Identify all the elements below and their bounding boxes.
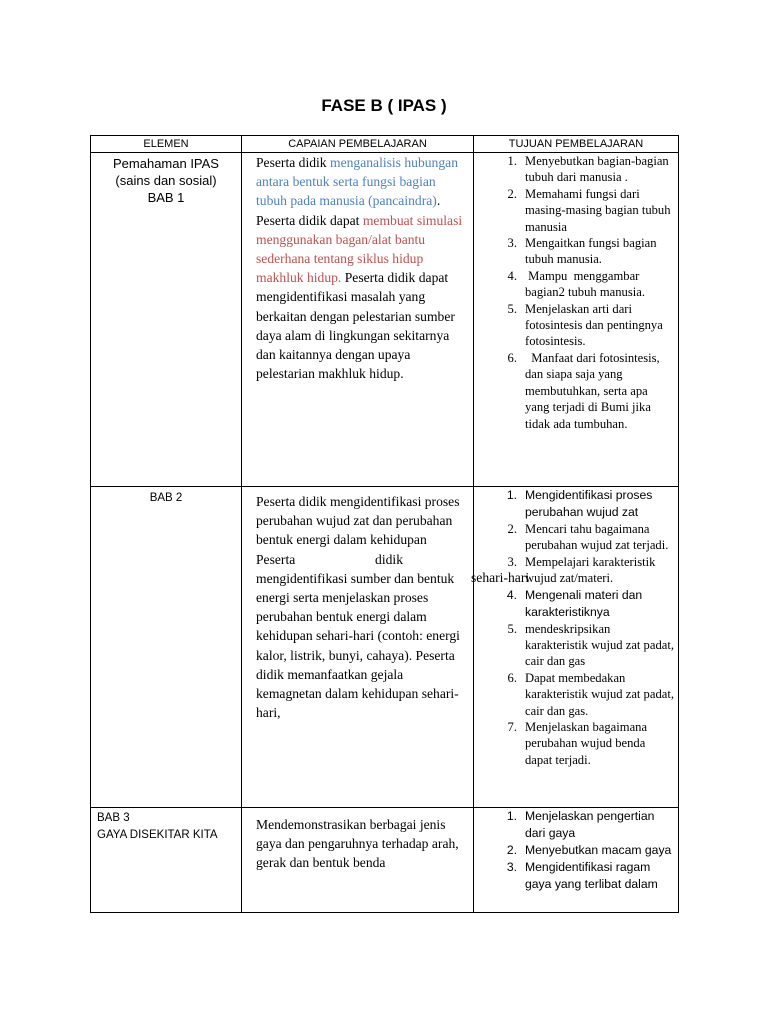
list-item [474, 808, 674, 842]
list-item [474, 521, 674, 554]
header-capaian: CAPAIAN PEMBELAJARAN [242, 136, 474, 153]
list-number: 1. [506, 488, 517, 502]
list-number: 2. [506, 843, 517, 857]
table-row [91, 153, 679, 487]
capaian-word: didik [375, 551, 403, 567]
list-item [474, 301, 674, 350]
capaian-span: Peserta didik dapat mengidentifikasi masalah yang berkaitan dengan pelestarian sumber daya alam di lingkungan sekitarnya dan kaitannya dengan upaya pelestarian makhluk hidup. [256, 270, 455, 382]
capaian-highlight-blue: menganalisis hubungan antara bentuk serta fungsi bagian tubuh pada manusia (pancaindra) [256, 155, 458, 209]
tujuan-list [474, 487, 678, 768]
list-text: Mengidentifikasi proses perubahan wujud zat [525, 488, 653, 519]
capaian-cell [242, 153, 474, 487]
list-number: 5. [507, 301, 517, 316]
list-item [474, 587, 674, 621]
list-text: Menjelaskan bagaimana perubahan wujud benda dapat terjadi. [525, 720, 648, 767]
list-number: 1. [507, 154, 517, 168]
tujuan-cell [474, 808, 679, 913]
list-item [474, 268, 674, 301]
list-item [474, 186, 674, 235]
header-tujuan: TUJUAN PEMBELAJARAN [474, 136, 679, 153]
learning-table [90, 135, 679, 913]
capaian-word: Peserta [256, 551, 296, 567]
list-item [474, 859, 674, 893]
elemen-line: GAYA DISEKITAR KITA [97, 829, 218, 841]
list-item [474, 670, 674, 719]
capaian-text: Mendemonstrasikan berbagai jenis gaya dan pengaruhnya terhadap arah, gerak dan bentuk benda [256, 817, 459, 871]
capaian-paragraph: mengidentifikasi sumber dan bentuk energi serta menjelaskan proses perubahan bentuk energi dalam kehidupan sehari-hari (contoh: energi kalor, listrik, bunyi, cahaya). Peserta didik memanfaatkan gejala kemagnetan dalam kehidupan sehari-hari, [256, 570, 460, 721]
tujuan-list [474, 153, 678, 432]
tujuan-cell [474, 487, 679, 808]
list-text: Menyebutkan bagian-bagian tubuh dari manusia . [525, 154, 669, 185]
list-number: 1. [506, 809, 517, 823]
page-title: FASE B ( IPAS ) [321, 96, 447, 115]
list-number: 4. [507, 268, 517, 283]
list-text: Mampu menggambar bagian2 tubuh manusia. [525, 268, 645, 300]
table-header-row [91, 136, 679, 153]
capaian-cell [242, 487, 474, 808]
elemen-line: BAB 1 [147, 190, 185, 205]
tujuan-list [474, 808, 678, 893]
header-elemen: ELEMEN [91, 136, 242, 153]
list-number: 2. [507, 186, 517, 201]
elemen-line: BAB 3 [97, 812, 130, 824]
capaian-paragraph: Peserta didik mengidentifikasi proses perubahan wujud zat dan perubahan bentuk energi dalam kehidupan [256, 494, 460, 548]
list-text: Mengaitkan fungsi bagian tubuh manusia. [525, 236, 657, 267]
list-text: Menyebutkan macam gaya [525, 843, 672, 857]
list-text: Mengenali materi dan karakteristiknya [525, 587, 643, 619]
list-item [474, 487, 674, 521]
list-number: 4. [506, 587, 517, 602]
list-number: 2. [507, 522, 517, 536]
list-number: 6. [507, 350, 517, 365]
list-number: 5. [507, 621, 517, 636]
list-text: Menjelaskan arti dari fotosintesis dan pentingnya fotosintesis. [525, 301, 663, 349]
list-number: 3. [506, 860, 517, 874]
table-row [91, 487, 679, 808]
list-number: 3. [507, 554, 517, 569]
elemen-line: (sains dan sosial) [115, 173, 217, 188]
overlapping-stray-text: sehari-hari [471, 570, 530, 585]
elemen-line: Pemahaman IPAS [113, 156, 219, 171]
list-text: Menjelaskan pengertian dari gaya [525, 809, 655, 840]
elemen-cell [91, 487, 242, 808]
capaian-cell [242, 808, 474, 913]
list-text: Mengidentifikasi ragam gaya yang terlibat dalam [525, 860, 658, 891]
capaian-span: . Peserta didik dapat [256, 193, 441, 228]
list-text: Mencari tahu bagaimana perubahan wujud zat terjadi. [525, 522, 669, 553]
list-item [474, 350, 674, 432]
capaian-justified-line [256, 550, 467, 569]
list-text: Memahami fungsi dari masing-masing bagian tubuh manusia [525, 186, 671, 234]
capaian-highlight-red: membuat simulasi menggunakan bagan/alat bantu sederhana tentang siklus hidup makhluk hidup. [256, 212, 463, 286]
list-text: Dapat membedakan karakteristik wujud zat padat, cair dan gas. [525, 670, 674, 718]
elemen-cell [91, 808, 242, 913]
list-item [474, 153, 674, 186]
capaian-text [242, 153, 473, 383]
elemen-cell [91, 153, 242, 487]
list-item [474, 719, 674, 768]
table-row [91, 808, 679, 913]
list-item [474, 842, 674, 859]
list-text: Manfaat dari fotosintesis, dan siapa saja yang membutuhkan, serta apa yang terjadi di Bumi jika tidak ada tumbuhan. [525, 350, 663, 431]
list-text: Mempelajari karakteristik wujud zat/materi. [525, 554, 656, 586]
list-number: 6. [507, 670, 517, 685]
list-text: mendeskripsikan karakteristik wujud zat padat, cair dan gas [525, 621, 674, 669]
list-number: 7. [507, 720, 517, 735]
tujuan-cell [474, 153, 679, 487]
capaian-text [242, 487, 473, 722]
elemen-line: BAB 2 [149, 492, 183, 504]
list-item [474, 621, 674, 670]
list-item [474, 235, 674, 268]
capaian-span: Peserta didik [256, 155, 330, 170]
list-number: 3. [507, 236, 517, 251]
